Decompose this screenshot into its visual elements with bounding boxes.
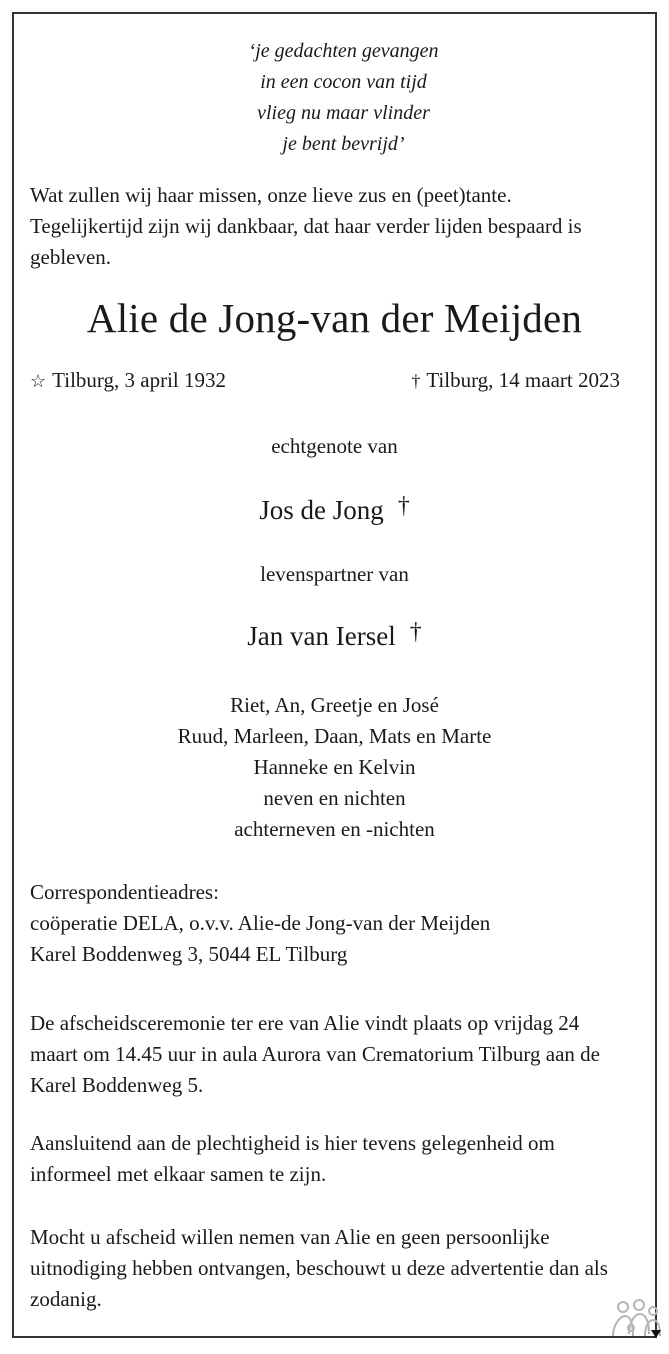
partner-label: levenspartner van bbox=[260, 562, 409, 586]
poem bbox=[0, 36, 669, 160]
correspondence-line: Karel Boddenweg 3, 5044 EL Tilburg bbox=[30, 942, 348, 966]
birth-text: Tilburg, 3 april 1932 bbox=[52, 368, 226, 392]
closing-text: Mocht u afscheid willen nemen van Alie en geen persoonlijke uitnodiging hebben ontvangen, beschouwt u deze advertentie dan als zodanig. bbox=[30, 1225, 608, 1311]
spouse-label: echtgenote van bbox=[271, 434, 398, 458]
triangle-down-icon bbox=[651, 1330, 661, 1338]
birth-date bbox=[30, 365, 226, 397]
poem-line: vlieg nu maar vlinder bbox=[257, 102, 430, 124]
correspondence-address bbox=[30, 877, 620, 970]
family-line: Hanneke en Kelvin bbox=[253, 755, 416, 779]
cross-icon: † bbox=[409, 619, 422, 645]
reception-text: Aansluitend aan de plechtigheid is hier tevens gelegenheid om informeel met elkaar samen te zijn. bbox=[30, 1131, 555, 1186]
life-dates bbox=[30, 365, 620, 405]
poem-line: in een cocon van tijd bbox=[260, 71, 427, 93]
deceased-name: Alie de Jong-van der Meijden bbox=[86, 295, 583, 341]
correspondence-line: coöperatie DELA, o.v.v. Alie-de Jong-van der Meijden bbox=[30, 911, 491, 935]
partner-name: Jan van Iersel bbox=[247, 621, 396, 651]
intro-text: Wat zullen wij haar missen, onze lieve zus en (peet)tante. Tegelijkertijd zijn wij dankbaar, dat haar verder lijden bespaard is gebleven. bbox=[30, 183, 582, 269]
family-line: Ruud, Marleen, Daan, Mats en Marte bbox=[177, 724, 492, 748]
spouse bbox=[0, 492, 669, 530]
star-icon: ☆ bbox=[30, 371, 47, 391]
cross-icon: † bbox=[397, 493, 410, 519]
family-line: achterneven en -nichten bbox=[234, 817, 435, 841]
death-date bbox=[411, 365, 620, 397]
family-list bbox=[0, 690, 669, 845]
poem-line: ‘je gedachten gevangen bbox=[248, 40, 439, 62]
family-line: neven en nichten bbox=[263, 786, 406, 810]
partner bbox=[0, 618, 669, 656]
correspondence-heading: Correspondentieadres: bbox=[30, 880, 219, 904]
cross-icon: † bbox=[411, 371, 421, 391]
poem-line: je bent bevrijd’ bbox=[282, 133, 405, 155]
family-line: Riet, An, Greetje en José bbox=[230, 693, 439, 717]
ceremony-text: De afscheidsceremonie ter ere van Alie vindt plaats op vrijdag 24 maart om 14.45 uur in aula Aurora van Crematorium Tilburg aan de Karel Boddenweg 5. bbox=[30, 1011, 601, 1097]
death-text: Tilburg, 14 maart 2023 bbox=[426, 368, 620, 392]
spouse-name: Jos de Jong bbox=[259, 495, 384, 525]
